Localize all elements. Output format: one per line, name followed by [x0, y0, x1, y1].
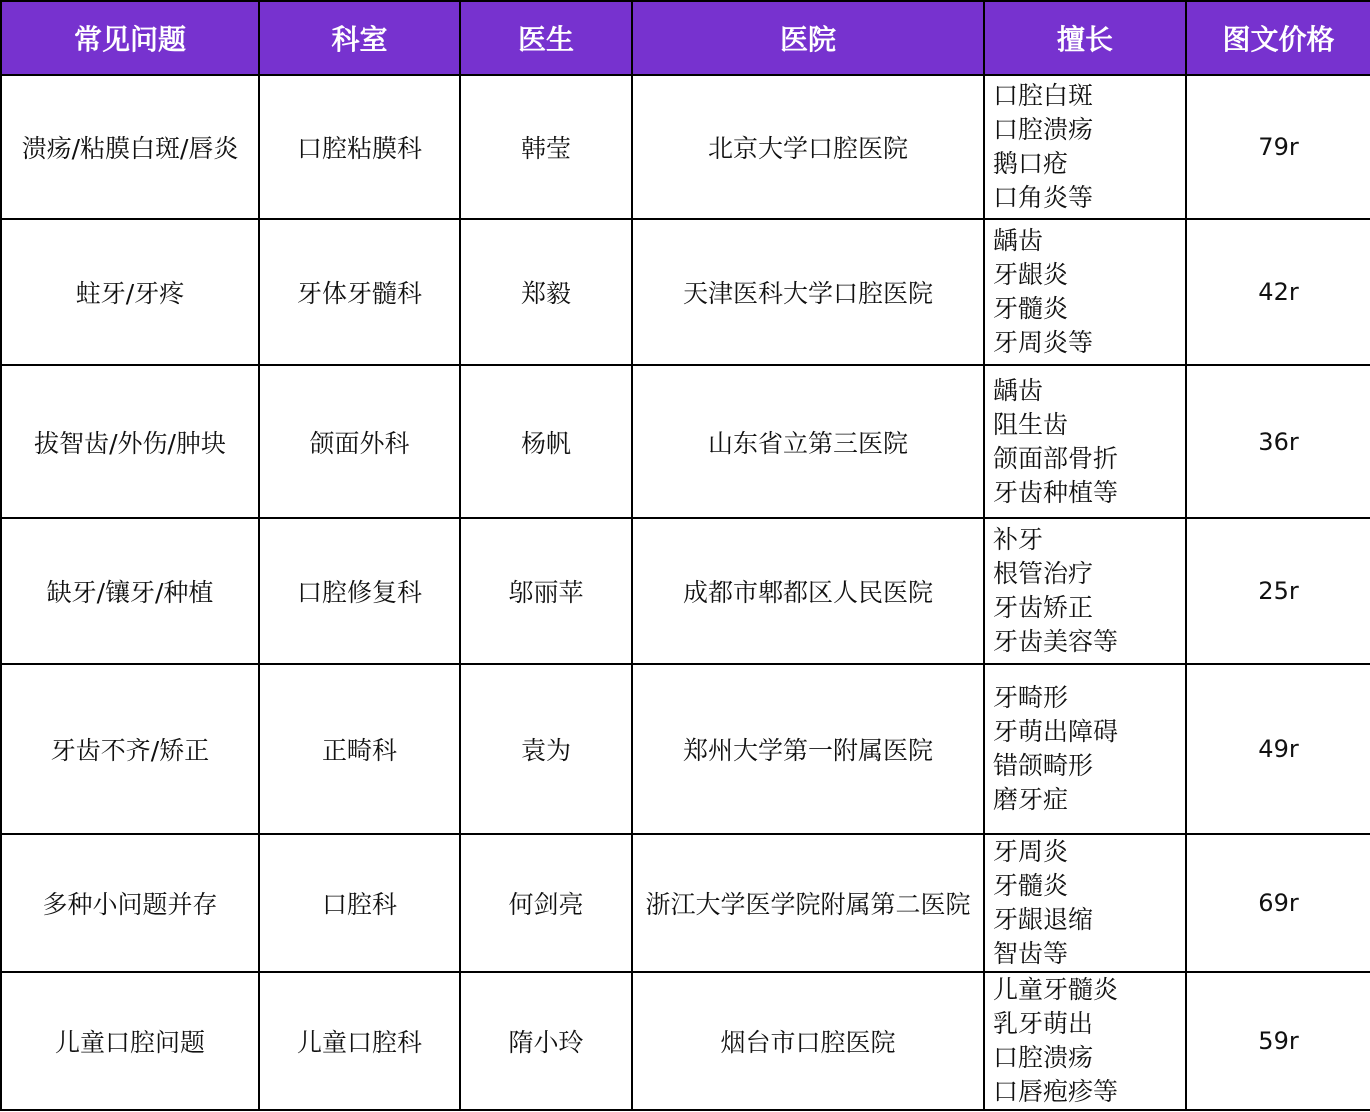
specialty-item: 牙齿种植等	[993, 477, 1119, 507]
hospital-cell: 山东省立第三医院	[632, 365, 984, 518]
hospital-cell: 郑州大学第一附属医院	[632, 664, 984, 834]
specialty-item: 根管治疗	[993, 559, 1094, 588]
specialty-item: 龋齿	[993, 226, 1044, 255]
price-cell: 36r	[1186, 365, 1370, 518]
header-doctor: 医生	[460, 1, 632, 75]
table-row	[1, 365, 1370, 518]
problem-cell: 多种小问题并存	[1, 834, 259, 972]
specialty-cell	[984, 834, 1186, 972]
specialty-item: 磨牙症	[993, 785, 1069, 814]
specialty-cell	[984, 219, 1186, 365]
header-price: 图文价格	[1186, 1, 1370, 75]
specialty-item: 智齿等	[993, 939, 1069, 968]
header-specialty: 擅长	[984, 1, 1186, 75]
price-cell: 69r	[1186, 834, 1370, 972]
problem-cell: 儿童口腔问题	[1, 972, 259, 1110]
specialty-item: 阻生齿	[993, 409, 1069, 439]
specialty-cell	[984, 518, 1186, 664]
specialty-item: 牙周炎	[993, 837, 1069, 866]
specialty-item: 牙齿矫正	[993, 593, 1094, 622]
doctor-cell: 韩莹	[460, 75, 632, 219]
specialty-item: 龋齿	[993, 375, 1044, 405]
specialty-item: 牙髓炎	[993, 871, 1069, 900]
price-cell: 42r	[1186, 219, 1370, 365]
problem-cell: 溃疡/粘膜白斑/唇炎	[1, 75, 259, 219]
hospital-cell: 浙江大学医学院附属第二医院	[632, 834, 984, 972]
problem-cell: 缺牙/镶牙/种植	[1, 518, 259, 664]
hospital-cell: 北京大学口腔医院	[632, 75, 984, 219]
specialty-item: 牙齿美容等	[993, 627, 1119, 656]
table-row	[1, 219, 1370, 365]
header-row	[1, 1, 1370, 75]
doctor-cell: 邬丽苹	[460, 518, 632, 664]
specialty-item: 牙龈退缩	[993, 905, 1094, 934]
department-cell: 口腔科	[259, 834, 460, 972]
header-problem: 常见问题	[1, 1, 259, 75]
problem-cell: 蛀牙/牙疼	[1, 219, 259, 365]
specialty-item: 牙畸形	[993, 683, 1069, 712]
doctor-cell: 郑毅	[460, 219, 632, 365]
hospital-cell: 烟台市口腔医院	[632, 972, 984, 1110]
department-cell: 正畸科	[259, 664, 460, 834]
department-cell: 牙体牙髓科	[259, 219, 460, 365]
specialty-item: 牙周炎等	[993, 328, 1094, 357]
specialty-item: 口腔白斑	[993, 81, 1094, 110]
specialty-item: 错颌畸形	[993, 751, 1094, 780]
department-cell: 口腔修复科	[259, 518, 460, 664]
specialty-cell	[984, 972, 1186, 1110]
specialty-cell	[984, 365, 1186, 518]
header-department: 科室	[259, 1, 460, 75]
specialty-item: 鹅口疮	[993, 149, 1069, 178]
header-hospital: 医院	[632, 1, 984, 75]
specialty-item: 乳牙萌出	[993, 1009, 1094, 1038]
specialty-item: 儿童牙髓炎	[993, 975, 1119, 1004]
doctor-cell: 袁为	[460, 664, 632, 834]
price-cell: 79r	[1186, 75, 1370, 219]
specialty-item: 牙髓炎	[993, 294, 1069, 323]
specialty-item: 牙龈炎	[993, 260, 1069, 289]
doctor-cell: 何剑亮	[460, 834, 632, 972]
specialty-cell	[984, 75, 1186, 219]
specialty-cell	[984, 664, 1186, 834]
price-cell: 25r	[1186, 518, 1370, 664]
specialty-item: 颌面部骨折	[993, 443, 1119, 473]
problem-cell: 牙齿不齐/矫正	[1, 664, 259, 834]
hospital-cell: 成都市郫都区人民医院	[632, 518, 984, 664]
hospital-cell: 天津医科大学口腔医院	[632, 219, 984, 365]
table-row	[1, 75, 1370, 219]
specialty-item: 口角炎等	[993, 183, 1094, 212]
specialty-item: 牙萌出障碍	[993, 717, 1119, 746]
department-cell: 儿童口腔科	[259, 972, 460, 1110]
price-cell: 49r	[1186, 664, 1370, 834]
specialty-item: 口唇疱疹等	[993, 1077, 1119, 1106]
specialty-item: 口腔溃疡	[993, 1043, 1094, 1072]
price-cell: 59r	[1186, 972, 1370, 1110]
table-row	[1, 518, 1370, 664]
specialty-item: 补牙	[993, 525, 1044, 554]
department-cell: 口腔粘膜科	[259, 75, 460, 219]
table-row	[1, 972, 1370, 1110]
problem-cell: 拔智齿/外伤/肿块	[1, 365, 259, 518]
department-cell: 颌面外科	[259, 365, 460, 518]
table-row	[1, 664, 1370, 834]
table-row	[1, 834, 1370, 972]
doctor-cell: 杨帆	[460, 365, 632, 518]
doctor-cell: 隋小玲	[460, 972, 632, 1110]
specialty-item: 口腔溃疡	[993, 115, 1094, 144]
